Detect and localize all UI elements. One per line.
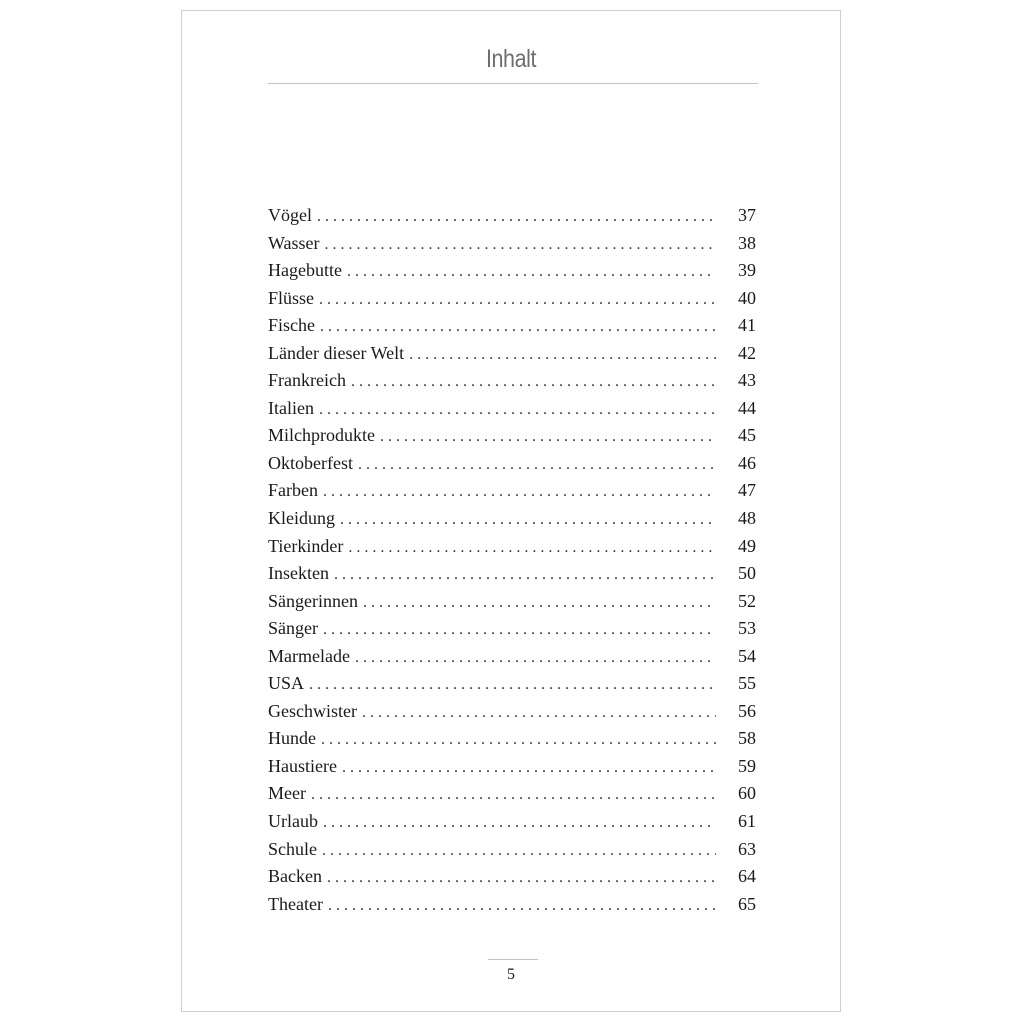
toc-entry-page: 40 <box>738 287 756 308</box>
toc-entry-page: 42 <box>738 342 756 363</box>
toc-entry-label: Geschwister <box>268 700 357 721</box>
toc-entry-label: Milchprodukte <box>268 425 375 446</box>
toc-entry-label: Wasser <box>268 232 320 253</box>
toc-entry <box>268 425 756 453</box>
toc-entry <box>268 591 756 619</box>
toc-entry <box>268 398 756 426</box>
toc-entry <box>268 315 756 343</box>
toc-dot-leader <box>340 511 716 529</box>
toc-entry-label: Hunde <box>268 728 316 749</box>
toc-entry-page: 37 <box>738 205 756 225</box>
toc-entry-page: 65 <box>738 893 756 914</box>
toc-entry-label: Theater <box>268 893 323 914</box>
toc-entry <box>268 260 756 288</box>
toc-entry-label: Oktoberfest <box>268 452 353 473</box>
toc-entry-label: Urlaub <box>268 811 318 832</box>
toc-entry-label: Sänger <box>268 618 318 639</box>
toc-dot-leader <box>327 869 716 887</box>
toc-entry-label: Kleidung <box>268 508 335 529</box>
title-divider <box>268 83 758 84</box>
toc-entry <box>268 453 756 481</box>
toc-entry-page: 46 <box>738 452 756 473</box>
toc-entry-label: USA <box>268 673 305 694</box>
toc-entry-label: Backen <box>268 866 322 887</box>
toc-entry <box>268 728 756 756</box>
toc-entry-page: 53 <box>738 618 756 639</box>
toc-entry-label: Farben <box>268 480 318 501</box>
toc-entry-page: 41 <box>738 315 756 336</box>
toc-entry <box>268 701 756 729</box>
toc-entry-page: 44 <box>738 397 756 418</box>
book-page <box>181 10 841 1012</box>
toc-entry-label: Flüsse <box>268 287 315 308</box>
toc-entry <box>268 480 756 508</box>
toc-entry-page: 45 <box>738 425 756 446</box>
toc-entry-label: Italien <box>268 397 314 418</box>
toc-dot-leader <box>342 759 716 777</box>
toc-entry-page: 61 <box>738 811 756 832</box>
toc-entry <box>268 563 756 591</box>
toc-entry-label: Fische <box>268 315 315 336</box>
toc-dot-leader <box>380 428 716 446</box>
toc-entry-label: Schule <box>268 838 317 859</box>
toc-dot-leader <box>323 814 716 832</box>
toc-entry-label: Frankreich <box>268 370 346 391</box>
toc-entry <box>268 288 756 316</box>
toc-entry-label: Tierkinder <box>268 535 344 556</box>
toc-dot-leader <box>320 318 716 336</box>
toc-entry-page: 56 <box>738 700 756 721</box>
toc-entry-page: 47 <box>738 480 756 501</box>
toc-dot-leader <box>328 897 716 915</box>
toc-entry-page: 54 <box>738 645 756 666</box>
toc-entry-page: 50 <box>738 563 756 584</box>
toc-dot-leader <box>409 346 716 364</box>
toc-dot-leader <box>319 291 716 309</box>
toc-entry-page: 49 <box>738 535 756 556</box>
table-of-contents <box>268 205 756 921</box>
toc-entry-page: 63 <box>738 838 756 859</box>
toc-dot-leader <box>321 731 716 749</box>
toc-entry <box>268 536 756 564</box>
toc-entry <box>268 508 756 536</box>
toc-entry <box>268 618 756 646</box>
toc-entry <box>268 811 756 839</box>
toc-dot-leader <box>311 786 716 804</box>
toc-entry-label: Marmelade <box>268 645 350 666</box>
toc-entry-page: 39 <box>738 260 756 281</box>
toc-entry-label: Länder dieser Welt <box>268 342 405 363</box>
toc-dot-leader <box>358 456 716 474</box>
page-title: Inhalt <box>485 45 537 73</box>
page-number: 5 <box>507 966 515 983</box>
toc-entry-label: Meer <box>268 783 306 804</box>
toc-dot-leader <box>355 649 716 667</box>
toc-entry <box>268 756 756 784</box>
toc-entry <box>268 673 756 701</box>
toc-dot-leader <box>325 236 716 254</box>
toc-entry <box>268 894 756 922</box>
toc-entry-page: 52 <box>738 590 756 611</box>
toc-entry <box>268 866 756 894</box>
toc-dot-leader <box>317 208 716 226</box>
footer-divider <box>488 959 538 960</box>
toc-entry <box>268 783 756 811</box>
toc-entry <box>268 233 756 261</box>
toc-dot-leader <box>362 704 716 722</box>
toc-dot-leader <box>334 566 716 584</box>
toc-dot-leader <box>323 483 716 501</box>
toc-entry-page: 55 <box>738 673 756 694</box>
toc-dot-leader <box>348 539 716 557</box>
toc-entry <box>268 343 756 371</box>
toc-entry <box>268 646 756 674</box>
toc-dot-leader <box>351 373 716 391</box>
toc-dot-leader <box>309 676 716 694</box>
toc-dot-leader <box>363 594 716 612</box>
toc-entry-label: Haustiere <box>268 755 337 776</box>
toc-entry-label: Vögel <box>268 205 312 225</box>
toc-entry <box>268 205 756 233</box>
toc-entry-label: Hagebutte <box>268 260 342 281</box>
toc-entry-page: 58 <box>738 728 756 749</box>
toc-entry <box>268 370 756 398</box>
toc-entry-page: 43 <box>738 370 756 391</box>
toc-entry-page: 48 <box>738 508 756 529</box>
toc-entry-label: Sängerinnen <box>268 590 358 611</box>
toc-entry <box>268 839 756 867</box>
toc-entry-page: 59 <box>738 755 756 776</box>
toc-dot-leader <box>322 842 716 860</box>
toc-dot-leader <box>319 401 716 419</box>
toc-entry-page: 38 <box>738 232 756 253</box>
toc-entry-page: 60 <box>738 783 756 804</box>
toc-entry-page: 64 <box>738 866 756 887</box>
toc-entry-label: Insekten <box>268 563 329 584</box>
toc-dot-leader <box>347 263 716 281</box>
toc-dot-leader <box>323 621 716 639</box>
